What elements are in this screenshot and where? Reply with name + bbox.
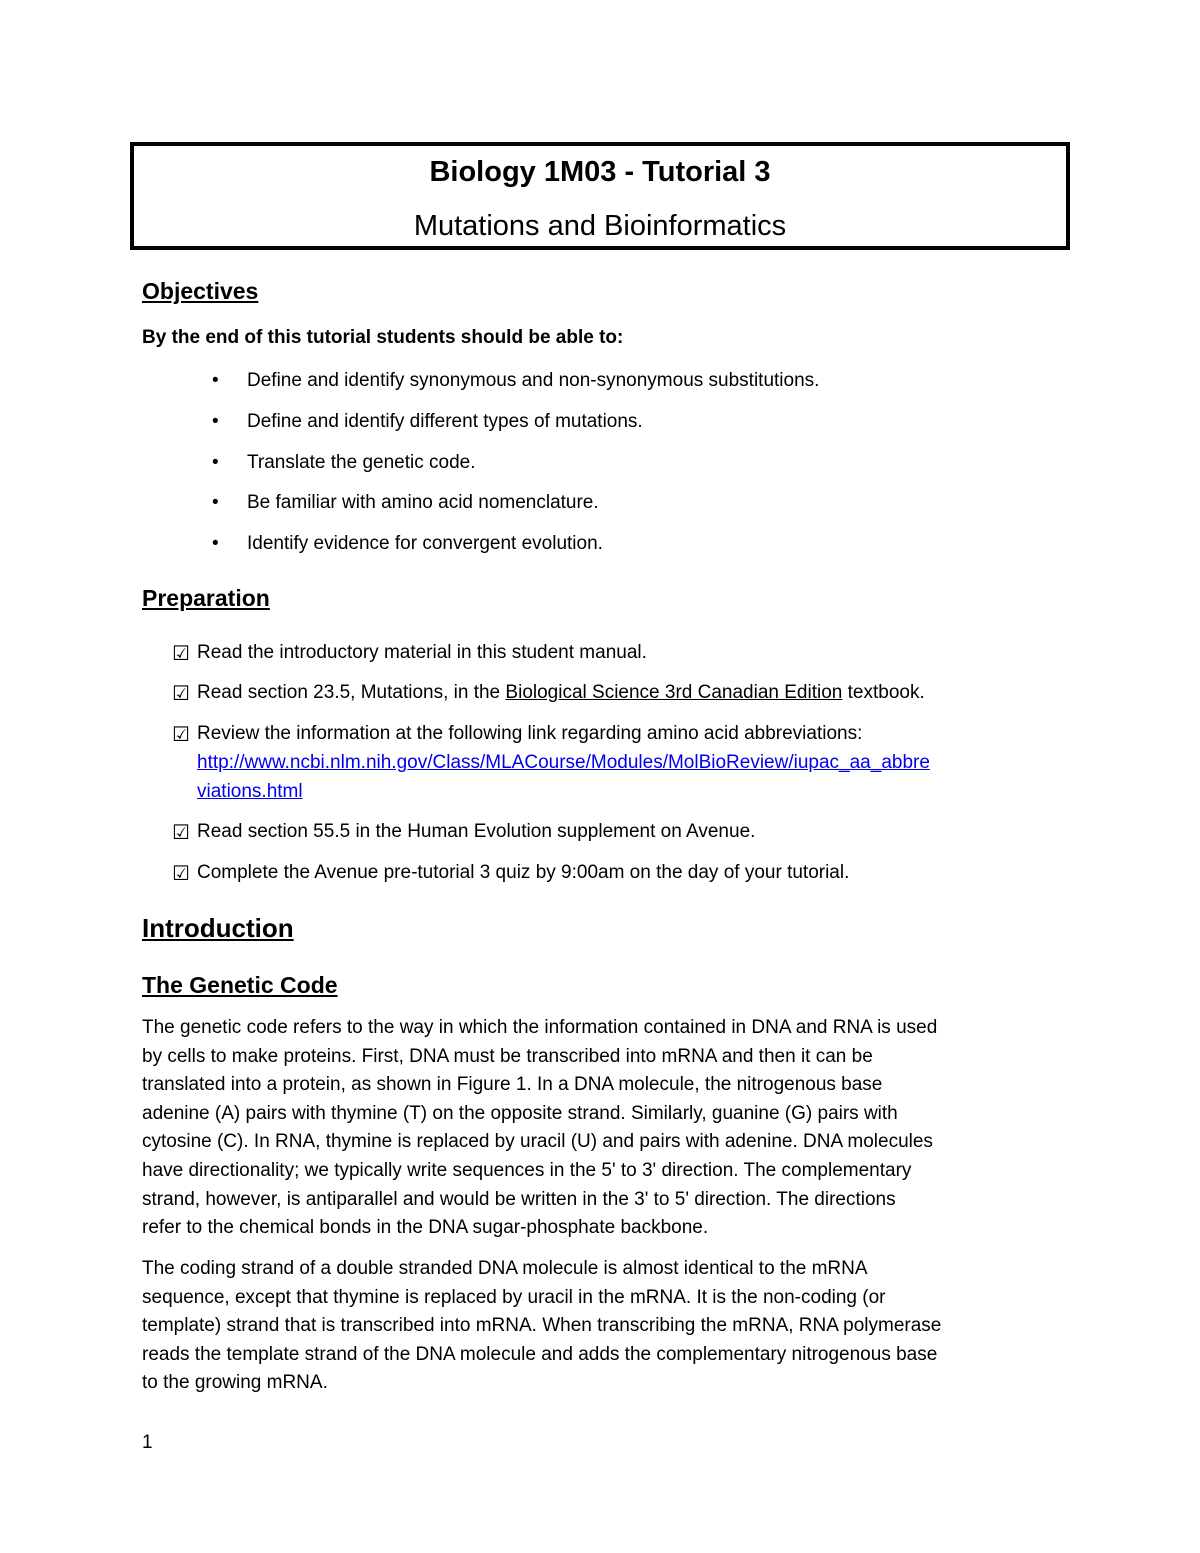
checkbox-checked-icon: ☑ xyxy=(172,822,190,844)
objective-text: Be familiar with amino acid nomenclature. xyxy=(247,492,599,513)
title-box xyxy=(130,142,1070,250)
checkbox-checked-icon: ☑ xyxy=(172,683,190,705)
checkbox-checked-icon: ☑ xyxy=(172,643,190,665)
paragraph-line: template) strand that is transcribed into mRNA. When transcribing the mRNA, RNA polymerase xyxy=(142,1315,942,1337)
objectives-heading: Objectives xyxy=(142,278,259,304)
bullet-icon: • xyxy=(212,492,219,513)
objective-text: Translate the genetic code. xyxy=(247,452,476,473)
paragraph-line: by cells to make proteins. First, DNA must be transcribed into mRNA and then it can be xyxy=(142,1045,873,1067)
paragraph-line: to the growing mRNA. xyxy=(142,1372,328,1394)
amino-acid-abbreviations-link-continued[interactable]: viations.html xyxy=(197,781,303,802)
preparation-text xyxy=(197,682,925,704)
preparation-text: Read the introductory material in this student manual. xyxy=(197,642,647,663)
preparation-text: Read section 55.5 in the Human Evolution supplement on Avenue. xyxy=(197,821,756,842)
bullet-icon: • xyxy=(212,452,219,473)
textbook-title: Biological Science 3rd Canadian Edition xyxy=(505,682,843,703)
preparation-text: Review the information at the following link regarding amino acid abbreviations: xyxy=(197,723,863,744)
document-subtitle: Mutations and Bioinformatics xyxy=(413,210,787,242)
amino-acid-abbreviations-link[interactable]: http://www.ncbi.nlm.nih.gov/Class/MLACourse/Modules/MolBioReview/iupac_aa_abbre xyxy=(197,752,930,773)
paragraph-line: have directionality; we typically write sequences in the 5' to 3' direction. The complementary xyxy=(142,1159,912,1181)
paragraph-line: cytosine (C). In RNA, thymine is replaced by uracil (U) and pairs with adenine. DNA molecules xyxy=(142,1131,933,1153)
genetic-code-heading: The Genetic Code xyxy=(142,972,338,998)
preparation-text-part: Read section 23.5, Mutations, in the xyxy=(197,682,506,703)
preparation-text-part: textbook. xyxy=(842,682,925,703)
bullet-icon: • xyxy=(212,411,219,432)
preparation-heading: Preparation xyxy=(142,585,270,611)
paragraph-line: refer to the chemical bonds in the DNA sugar-phosphate backbone. xyxy=(142,1217,709,1239)
paragraph-line: reads the template strand of the DNA molecule and adds the complementary nitrogenous base xyxy=(142,1343,938,1365)
bullet-icon: • xyxy=(212,370,219,391)
intro-paragraph-1 xyxy=(142,1014,1062,1243)
paragraph-line: The coding strand of a double stranded DNA molecule is almost identical to the mRNA xyxy=(142,1258,868,1279)
paragraph-line: The genetic code refers to the way in which the information contained in DNA and RNA is used xyxy=(142,1017,938,1038)
checkbox-checked-icon: ☑ xyxy=(172,863,190,885)
objective-text: Define and identify different types of mutations. xyxy=(247,411,643,432)
paragraph-line: adenine (A) pairs with thymine (T) on the opposite strand. Similarly, guanine (G) pairs with xyxy=(142,1102,898,1124)
preparation-text: Complete the Avenue pre-tutorial 3 quiz by 9:00am on the day of your tutorial. xyxy=(197,862,850,883)
paragraph-line: translated into a protein, as shown in Figure 1. In a DNA molecule, the nitrogenous base xyxy=(142,1074,883,1096)
paragraph-line: strand, however, is antiparallel and would be written in the 3' to 5' direction. The directions xyxy=(142,1188,896,1210)
objective-text: Define and identify synonymous and non-synonymous substitutions. xyxy=(247,370,820,391)
bullet-icon: • xyxy=(212,533,219,554)
objective-text: Identify evidence for convergent evolution. xyxy=(247,533,603,554)
intro-paragraph-2 xyxy=(142,1255,1062,1398)
checkbox-checked-icon: ☑ xyxy=(172,724,190,746)
document-title: Biology 1M03 - Tutorial 3 xyxy=(429,156,771,188)
objectives-lead: By the end of this tutorial students should be able to: xyxy=(142,327,624,348)
paragraph-line: sequence, except that thymine is replaced by uracil in the mRNA. It is the non-coding (or xyxy=(142,1286,886,1308)
page-number: 1 xyxy=(142,1432,153,1453)
introduction-heading: Introduction xyxy=(142,913,294,943)
